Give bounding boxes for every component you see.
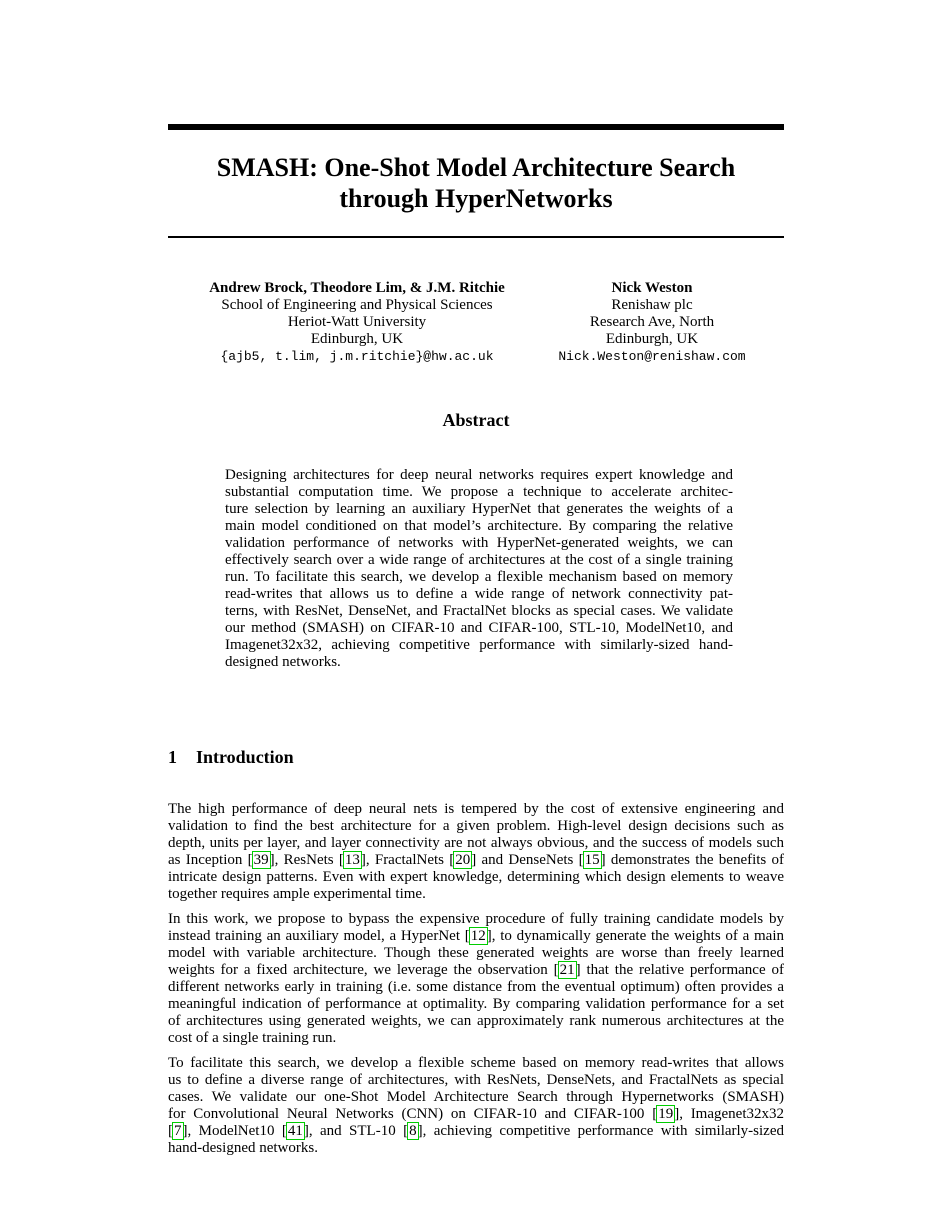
author-email: Nick.Weston@renishaw.com <box>558 349 746 364</box>
citation-link[interactable]: 20 <box>455 852 471 868</box>
author-name: Andrew Brock, Theodore Lim, & J.M. Ritchie <box>209 280 505 296</box>
citation-link[interactable]: 39 <box>253 852 269 868</box>
paragraph-1 <box>168 801 784 903</box>
abstract-line: main model conditioned on that model’s architecture. By comparing the relative <box>225 518 733 534</box>
paragraph-3 <box>168 1055 784 1157</box>
abstract-line: ture selection by learning an auxiliary HyperNet that generates the weights of a <box>225 501 733 517</box>
paragraph-line: meaningful indication of performance at optimality. By comparing validation performance for a set <box>168 996 784 1012</box>
title-line-2: through HyperNetworks <box>339 184 613 213</box>
paragraph-line: depth, units per layer, and layer connectivity are not always obvious, and the success of models such <box>168 835 784 851</box>
affiliation-line: Edinburgh, UK <box>310 331 404 347</box>
abstract-line: Designing architectures for deep neural networks requires expert knowledge and <box>225 467 733 483</box>
affiliation-line: Edinburgh, UK <box>605 331 699 347</box>
citation-link[interactable]: 13 <box>344 852 360 868</box>
citation-link[interactable]: 15 <box>584 852 600 868</box>
abstract-line: read-writes that allows us to define a wide range of network connectivity pat- <box>225 586 733 602</box>
citation-link[interactable]: 7 <box>174 1123 182 1139</box>
title-top-rule <box>168 124 784 130</box>
section-number: 1 <box>168 747 177 767</box>
paragraph-line: weights for a fixed architecture, we leverage the observation [21] that the relative performance of <box>168 962 784 978</box>
paragraph-line: hand-designed networks. <box>168 1140 318 1156</box>
section-title: Introduction <box>196 747 294 767</box>
paragraph-line: [7], ModelNet10 [41], and STL-10 [8], achieving competitive performance with similarly-sized <box>168 1123 784 1139</box>
abstract-line: run. To facilitate this search, we develop a flexible mechanism based on memory <box>225 569 733 585</box>
author-block-2 <box>546 280 758 365</box>
paragraph-2 <box>168 911 784 1047</box>
section-heading <box>168 747 294 768</box>
affiliation-line: Heriot-Watt University <box>287 314 427 330</box>
abstract-line: validation performance of networks with HyperNet-generated weights, we can <box>225 535 733 551</box>
title-line-1: SMASH: One-Shot Model Architecture Search <box>216 153 736 182</box>
author-email: {ajb5, t.lim, j.m.ritchie}@hw.ac.uk <box>220 349 494 364</box>
paragraph-line: for Convolutional Neural Networks (CNN) on CIFAR-10 and CIFAR-100 [19], Imagenet32x32 <box>168 1106 784 1122</box>
citation-link[interactable]: 41 <box>287 1123 303 1139</box>
abstract-line: effectively search over a wide range of architectures at the cost of a single training <box>225 552 733 568</box>
paper-title <box>168 152 784 214</box>
paragraph-line: To facilitate this search, we develop a flexible scheme based on memory read-writes that allows <box>168 1055 784 1071</box>
paragraph-line: cases. We validate our one-Shot Model Architecture Search through Hypernetworks (SMASH) <box>168 1089 784 1105</box>
paragraph-line: validation to find the best architecture for a given problem. High-level design decisions such as <box>168 818 784 834</box>
abstract-line: our method (SMASH) on CIFAR-10 and CIFAR-100, STL-10, ModelNet10, and <box>225 620 733 636</box>
paragraph-line: intricate design patterns. Even with expert knowledge, determining which design elements to weave <box>168 869 784 885</box>
abstract-line: terns, with ResNet, DenseNet, and FractalNet blocks as special cases. We validate <box>225 603 733 619</box>
abstract-line: substantial computation time. We propose a technique to accelerate architec- <box>225 484 733 500</box>
paragraph-line: instead training an auxiliary model, a HyperNet [12], to dynamically generate the weights of a main <box>168 928 784 944</box>
author-name: Nick Weston <box>611 280 693 296</box>
abstract-body <box>225 467 733 671</box>
paragraph-line: model with variable architecture. Though these generated weights are worse than freely learned <box>168 945 784 961</box>
citation-link[interactable]: 12 <box>470 928 486 944</box>
abstract-heading: Abstract <box>442 410 510 430</box>
paragraph-line: of architectures using generated weights, we can approximately rank numerous architectures at the <box>168 1013 784 1029</box>
affiliation-line: Research Ave, North <box>589 314 715 330</box>
affiliation-line: Renishaw plc <box>611 297 693 313</box>
paragraph-line: cost of a single training run. <box>168 1030 337 1046</box>
affiliation-line: School of Engineering and Physical Sciences <box>221 297 493 313</box>
citation-link[interactable]: 8 <box>409 1123 417 1139</box>
paragraph-line: together requires ample experimental time. <box>168 886 426 902</box>
abstract-line: Imagenet32x32, achieving competitive performance with similarly-sized hand- <box>225 637 733 653</box>
author-block-1 <box>196 280 518 365</box>
abstract-line: designed networks. <box>225 654 341 670</box>
paragraph-line: us to define a diverse range of architectures, with ResNets, DenseNets, and FractalNets as special <box>168 1072 784 1088</box>
paragraph-line: different networks early in training (i.e. some distance from the eventual optimum) often provides a <box>168 979 784 995</box>
paragraph-line: In this work, we propose to bypass the expensive procedure of fully training candidate models by <box>168 911 784 927</box>
title-bottom-rule <box>168 236 784 238</box>
citation-link[interactable]: 19 <box>658 1106 674 1122</box>
citation-link[interactable]: 21 <box>559 962 575 978</box>
paragraph-line: as Inception [39], ResNets [13], FractalNets [20] and DenseNets [15] demonstrates the benefits of <box>168 852 785 868</box>
paragraph-line: The high performance of deep neural nets is tempered by the cost of extensive engineering and <box>168 801 784 817</box>
